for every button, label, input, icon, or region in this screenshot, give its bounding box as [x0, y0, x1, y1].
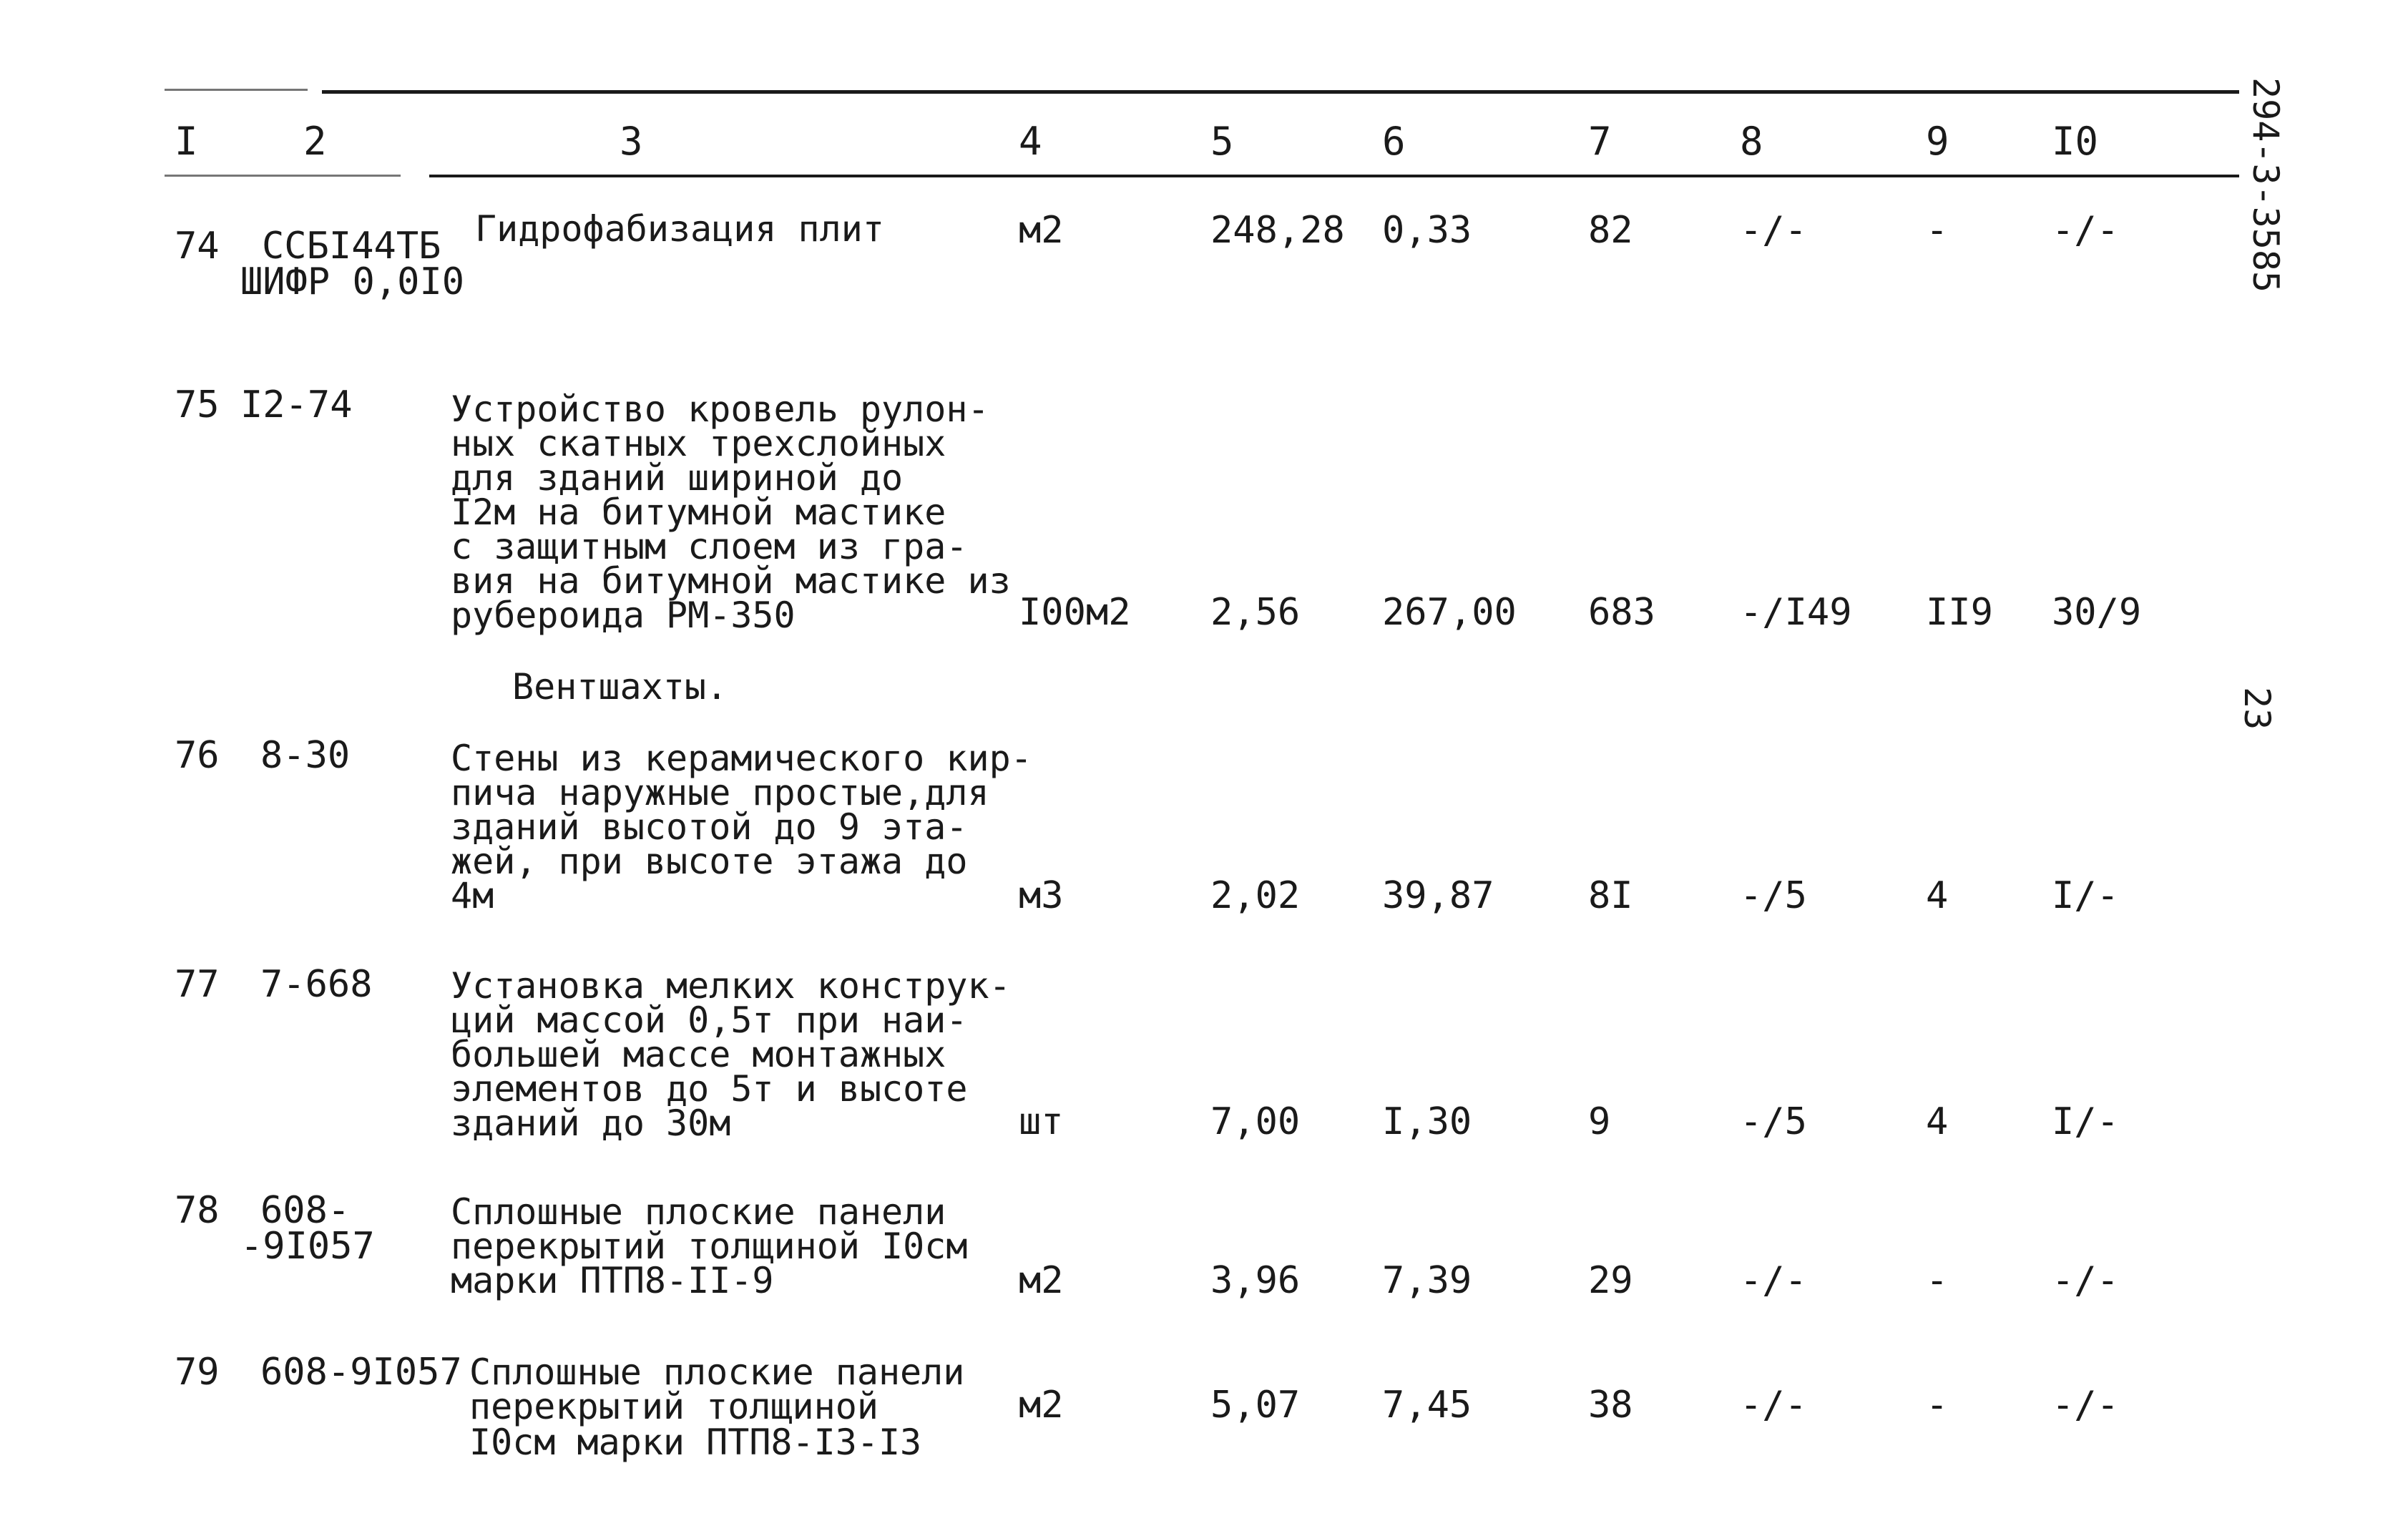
row-code: 608- [260, 1189, 351, 1232]
row-description: Сплошные плоские панели [469, 1351, 965, 1393]
row-description: элементов до 5т и высоте [451, 1068, 968, 1110]
row-description: рубероида РМ-350 [451, 595, 796, 636]
row-col7: 683 [1588, 591, 1655, 634]
row-code: -9I057 [240, 1225, 375, 1268]
header-bottom-rule [429, 175, 2239, 177]
row-col7: 9 [1588, 1100, 1611, 1143]
row-col6: 39,87 [1382, 874, 1494, 917]
row-col10: I/- [2052, 874, 2119, 917]
column-header-6: 6 [1382, 119, 1406, 164]
row-number: 77 [175, 963, 220, 1006]
row-col8: -/5 [1740, 1100, 1807, 1143]
row-col6: 0,33 [1382, 209, 1472, 252]
column-header-4: 4 [1019, 119, 1042, 164]
row-description: Стены из керамического кир- [451, 738, 1032, 779]
header-bottom-rule-dashes [165, 175, 401, 177]
row-col8: -/- [1740, 1384, 1807, 1427]
row-col9: 4 [1926, 1100, 1949, 1143]
row-col8: -/- [1740, 1259, 1807, 1302]
row-code: 608-9I057 [260, 1351, 462, 1394]
row-code: I2-74 [240, 383, 353, 426]
column-header-10: I0 [2052, 119, 2099, 164]
row-col10: -/- [2052, 1384, 2119, 1427]
row-col6: I,30 [1382, 1100, 1472, 1143]
row-col6: 7,45 [1382, 1384, 1472, 1427]
row-col5: 2,56 [1210, 591, 1301, 634]
row-description: пича наружные простые,для [451, 772, 989, 813]
row-unit: I00м2 [1019, 591, 1131, 634]
row-col10: -/- [2052, 1259, 2119, 1302]
row-number: 74 [175, 225, 220, 268]
column-header-9: 9 [1926, 119, 1949, 164]
row-col9: - [1926, 1259, 1949, 1302]
row-col7: 82 [1588, 209, 1633, 252]
row-description: Гидрофабизация плит [475, 208, 884, 250]
row-description: зданий высотой до 9 эта- [451, 806, 968, 848]
row-code: ССБI44ТБ [262, 225, 441, 268]
row-number: 76 [175, 734, 220, 777]
row-col8: -/I49 [1740, 591, 1852, 634]
row-unit: м2 [1019, 1384, 1064, 1427]
row-col8: -/- [1740, 209, 1807, 252]
row-col5: 3,96 [1210, 1259, 1301, 1302]
row-number: 78 [175, 1189, 220, 1232]
row-col9: - [1926, 1384, 1949, 1427]
row-col8: -/5 [1740, 874, 1807, 917]
row-col7: 38 [1588, 1384, 1633, 1427]
row-col7: 29 [1588, 1259, 1633, 1302]
row-description: вия на битумной мастике из [451, 560, 1011, 602]
row-col5: 7,00 [1210, 1100, 1301, 1143]
row-unit: шт [1019, 1100, 1064, 1143]
row-col9: - [1926, 209, 1949, 252]
row-description: ных скатных трехслойных [451, 423, 946, 464]
row-description: Установка мелких конструк- [451, 965, 1011, 1007]
row-description: Сплошные плоские панели [451, 1191, 946, 1233]
section-heading: Вентшахты. [512, 666, 728, 708]
row-code: 8-30 [260, 734, 351, 777]
row-description: для зданий шириной до [451, 457, 904, 499]
row-unit: м2 [1019, 209, 1064, 252]
row-col10: 30/9 [2052, 591, 2142, 634]
row-code: 7-668 [260, 963, 373, 1006]
column-header-3: 3 [620, 119, 643, 164]
column-header-2: 2 [303, 119, 327, 164]
row-description: большей массе монтажных [451, 1034, 946, 1075]
top-rule [322, 90, 2239, 94]
column-header-8: 8 [1740, 119, 1763, 164]
column-header-7: 7 [1588, 119, 1612, 164]
document-code: 294-3-3585 [2245, 77, 2286, 293]
column-header-1: I [175, 119, 198, 164]
row-col6: 7,39 [1382, 1259, 1472, 1302]
row-number: 75 [175, 383, 220, 426]
row-description: I2м на битумной мастике [451, 491, 946, 533]
top-rule-dashes [165, 89, 308, 91]
row-description: перекрытий толщиной I0см [451, 1226, 968, 1267]
row-description: I0см марки ПТП8-I3-I3 [469, 1422, 922, 1463]
row-description: перекрытий толщиной [469, 1386, 878, 1427]
row-unit: м2 [1019, 1259, 1064, 1302]
row-col5: 2,02 [1210, 874, 1301, 917]
row-col10: -/- [2052, 209, 2119, 252]
row-col5: 5,07 [1210, 1384, 1301, 1427]
row-description: с защитным слоем из гра- [451, 526, 968, 567]
row-col7: 8I [1588, 874, 1633, 917]
row-col10: I/- [2052, 1100, 2119, 1143]
row-code: ШИФР 0,0I0 [240, 260, 465, 303]
column-header-5: 5 [1210, 119, 1234, 164]
row-description: зданий до 30м [451, 1102, 731, 1144]
row-unit: м3 [1019, 874, 1064, 917]
row-description: 4м [451, 875, 494, 916]
row-description: ций массой 0,5т при наи- [451, 999, 968, 1041]
row-col5: 248,28 [1210, 209, 1345, 252]
row-description: жей, при высоте этажа до [451, 841, 968, 882]
page-number: 23 [2236, 687, 2278, 730]
row-description: Устройство кровель рулон- [451, 388, 989, 430]
row-number: 79 [175, 1351, 220, 1394]
row-description: марки ПТП8-II-9 [451, 1260, 774, 1301]
row-col9: II9 [1926, 591, 1993, 634]
row-col6: 267,00 [1382, 591, 1517, 634]
row-col9: 4 [1926, 874, 1949, 917]
